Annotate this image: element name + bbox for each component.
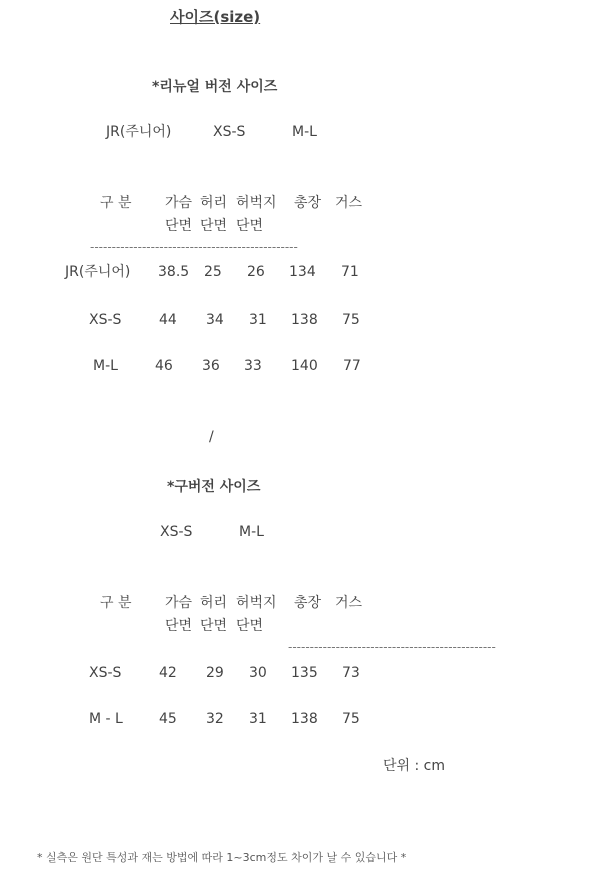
unit-label: 단위 : cm	[383, 758, 446, 774]
renewal-divider: ------------------------------------------------	[90, 240, 298, 254]
old-header-waist: 허리	[200, 595, 228, 611]
old-header-waist-sub: 단면	[200, 618, 228, 634]
row-waist: 36	[202, 358, 220, 374]
row-length: 134	[289, 264, 316, 280]
renewal-header-chest-sub: 단면	[165, 218, 193, 234]
renewal-header-waist-sub: 단면	[200, 218, 228, 234]
old-header-label: 구 분	[100, 595, 132, 611]
row-size: XS-S	[89, 665, 122, 681]
renewal-size-xs-s: XS-S	[213, 124, 246, 140]
row-rise: 73	[342, 665, 360, 681]
row-length: 138	[291, 711, 318, 727]
row-size: JR(주니어)	[65, 264, 131, 280]
old-header-rise: 거스	[335, 595, 363, 611]
row-size: XS-S	[89, 312, 122, 328]
old-header-chest: 가슴	[165, 595, 193, 611]
row-chest: 38.5	[158, 264, 190, 280]
renewal-header-thigh: 허벅지	[236, 195, 277, 211]
row-size: M - L	[89, 711, 123, 727]
renewal-header-thigh-sub: 단면	[236, 218, 264, 234]
row-waist: 32	[206, 711, 224, 727]
row-length: 138	[291, 312, 318, 328]
row-thigh: 30	[249, 665, 267, 681]
old-header-thigh-sub: 단면	[236, 618, 264, 634]
old-header-length: 총장	[294, 595, 322, 611]
row-length: 140	[291, 358, 318, 374]
row-chest: 42	[159, 665, 177, 681]
renewal-header-chest: 가슴	[165, 195, 193, 211]
row-chest: 44	[159, 312, 177, 328]
row-thigh: 26	[247, 264, 265, 280]
row-waist: 25	[204, 264, 222, 280]
row-waist: 34	[206, 312, 224, 328]
row-waist: 29	[206, 665, 224, 681]
row-size: M-L	[93, 358, 118, 374]
footnote: * 실측은 원단 특성과 재는 방법에 따라 1~3cm정도 차이가 날 수 있습니다 *	[37, 851, 407, 864]
page-title: 사이즈(size)	[170, 8, 261, 26]
renewal-size-jr: JR(주니어)	[106, 124, 172, 140]
renewal-header-rise: 거스	[335, 195, 363, 211]
row-thigh: 31	[249, 711, 267, 727]
old-header-thigh: 허벅지	[236, 595, 277, 611]
old-header-chest-sub: 단면	[165, 618, 193, 634]
row-chest: 45	[159, 711, 177, 727]
row-rise: 75	[342, 711, 360, 727]
row-rise: 77	[343, 358, 361, 374]
renewal-header-waist: 허리	[200, 195, 228, 211]
row-thigh: 31	[249, 312, 267, 328]
old-divider: ------------------------------------------------	[288, 640, 496, 654]
old-size-xs-s: XS-S	[160, 524, 193, 540]
row-rise: 71	[341, 264, 359, 280]
row-chest: 46	[155, 358, 173, 374]
old-size-m-l: M-L	[239, 524, 264, 540]
renewal-heading: *리뉴얼 버전 사이즈	[152, 79, 278, 95]
section-separator: /	[209, 429, 214, 445]
renewal-header-label: 구 분	[100, 195, 132, 211]
row-length: 135	[291, 665, 318, 681]
old-heading: *구버전 사이즈	[167, 479, 261, 495]
row-thigh: 33	[244, 358, 262, 374]
renewal-header-length: 총장	[294, 195, 322, 211]
renewal-size-m-l: M-L	[292, 124, 317, 140]
row-rise: 75	[342, 312, 360, 328]
